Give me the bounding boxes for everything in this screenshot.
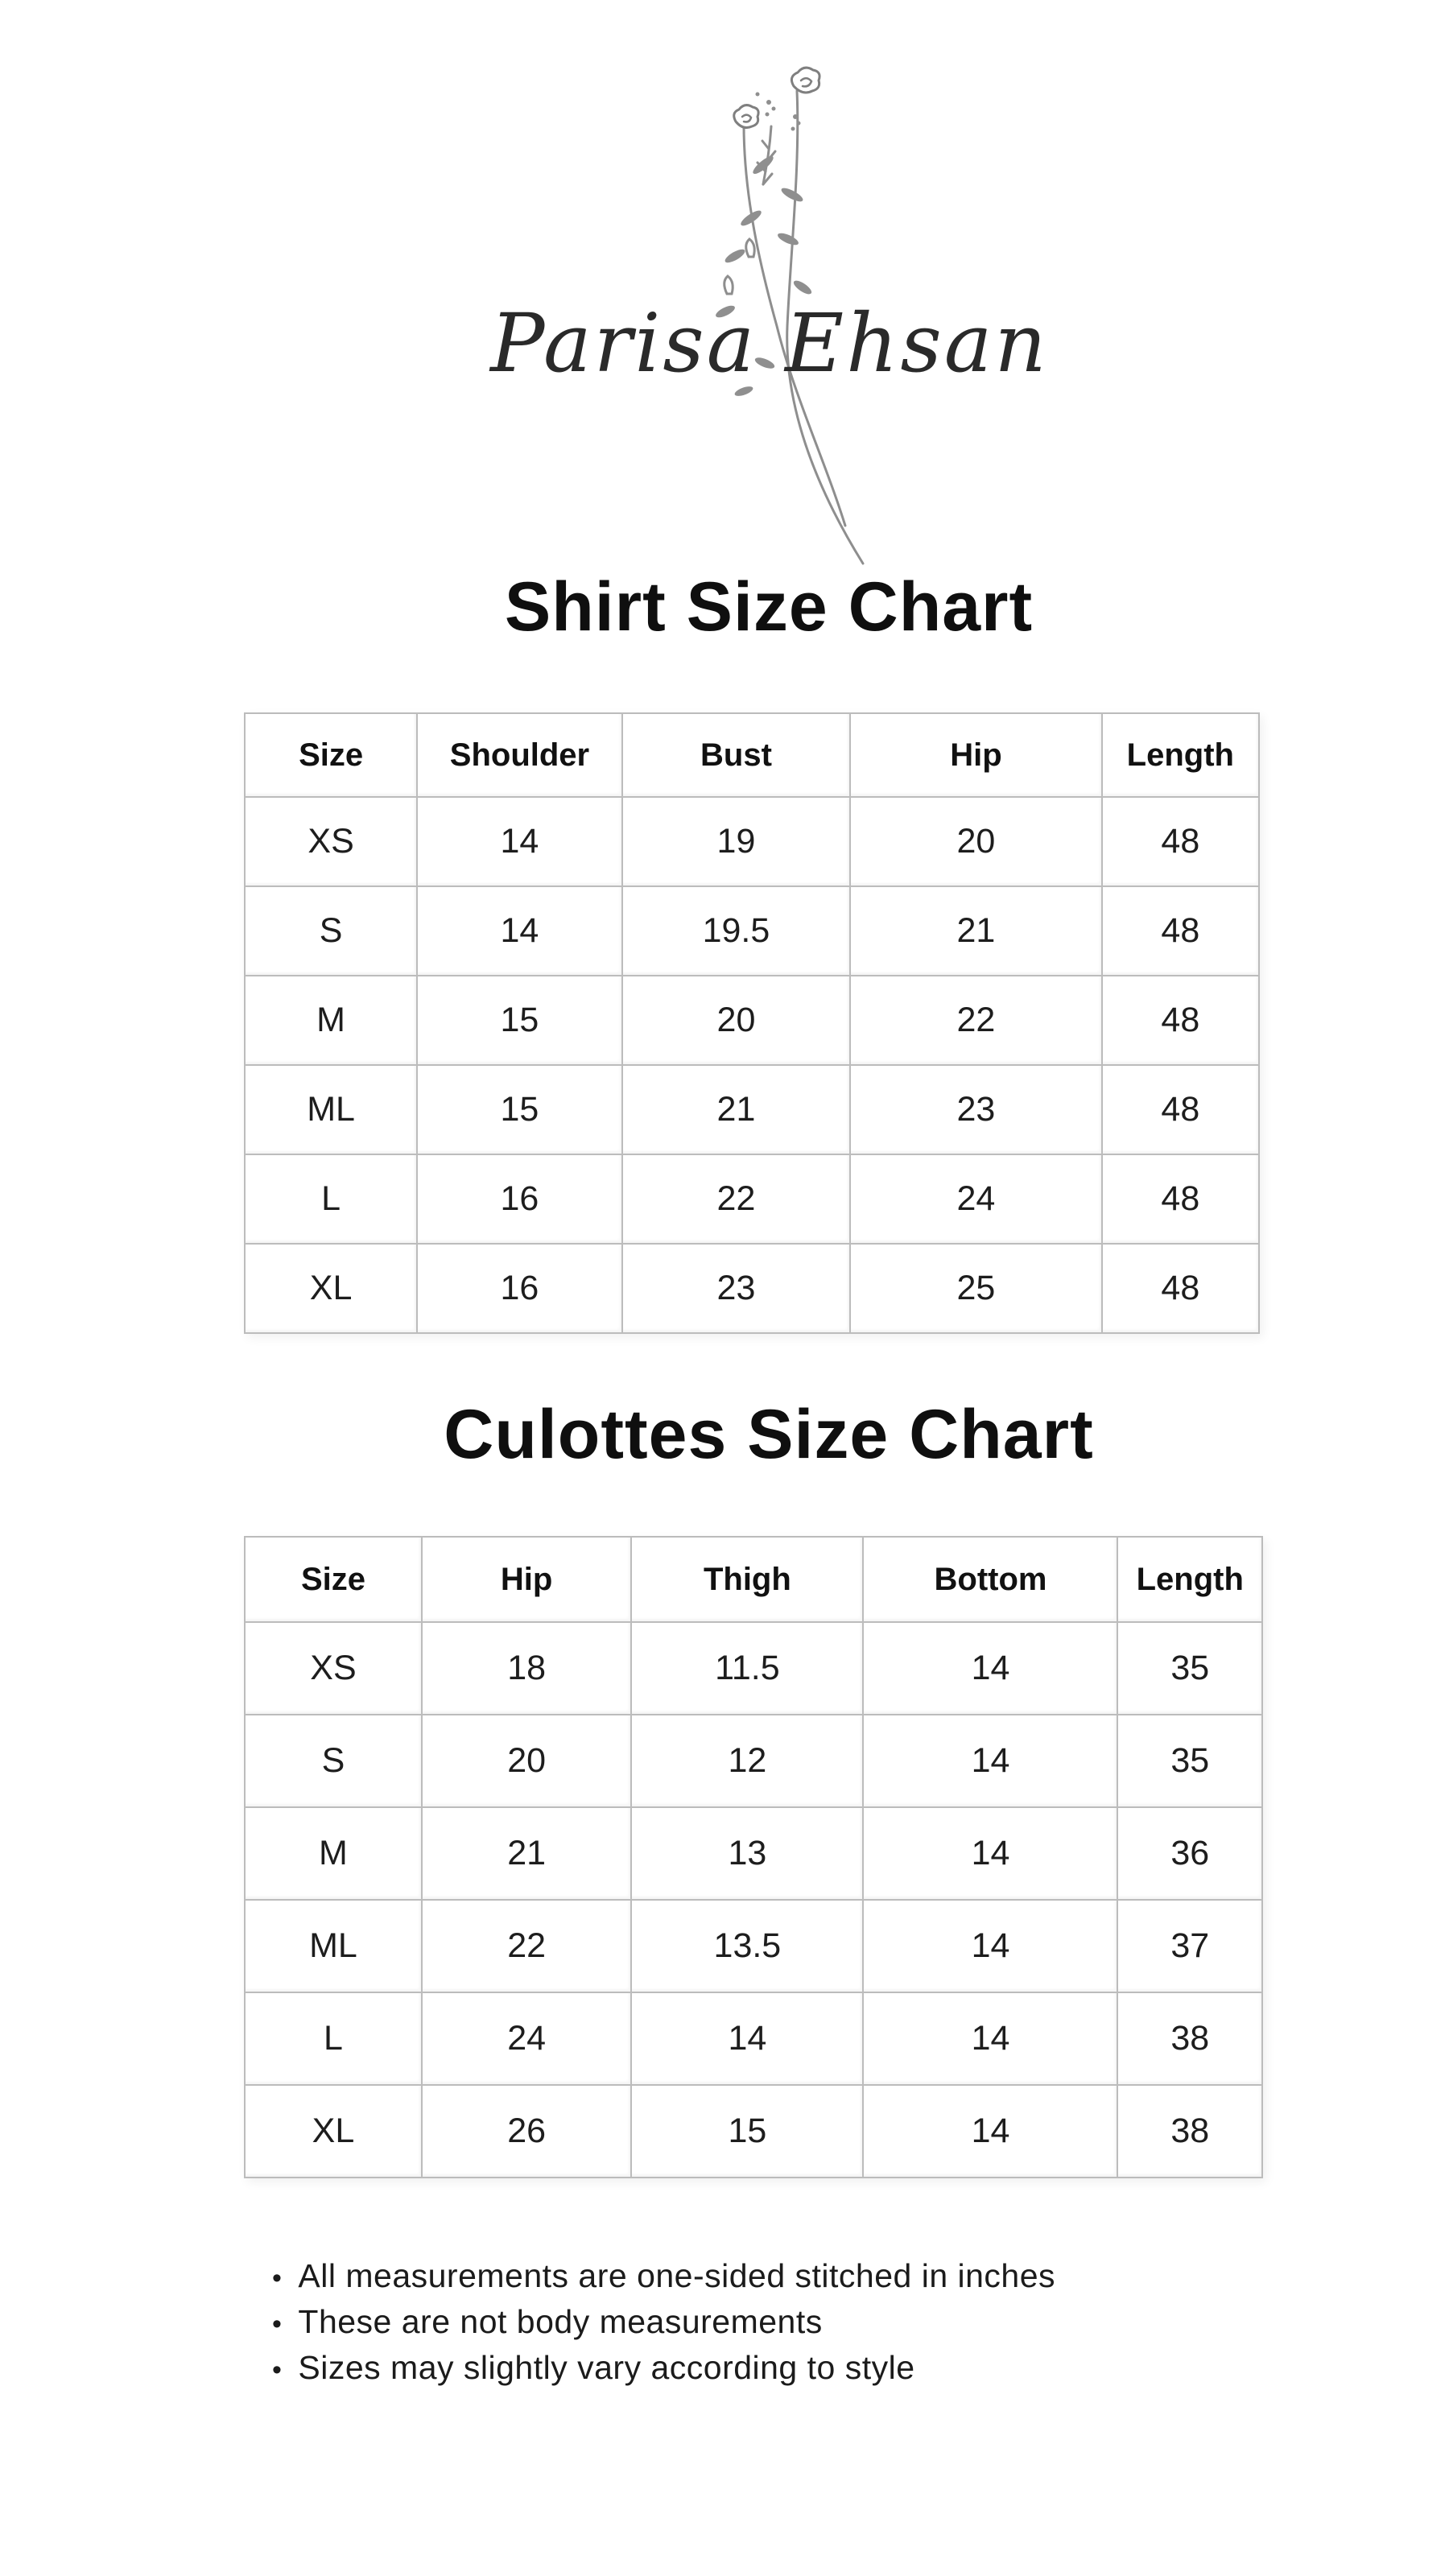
brand-logo-text: Parisa Ehsan <box>490 296 1049 390</box>
table-cell: 25 <box>850 1244 1101 1333</box>
table-cell: 48 <box>1102 1065 1259 1154</box>
table-cell: L <box>245 1154 417 1244</box>
table-row <box>245 886 1259 976</box>
measurement-notes <box>272 2254 1055 2392</box>
column-header: Size <box>245 713 417 797</box>
table-cell: L <box>245 1992 422 2085</box>
table-header-row <box>245 713 1259 797</box>
table-cell: 16 <box>417 1244 622 1333</box>
table-cell: 13.5 <box>631 1900 863 1992</box>
note-item <box>272 2346 1055 2392</box>
column-header: Length <box>1117 1537 1262 1622</box>
table-cell: 20 <box>422 1715 631 1807</box>
column-header: Thigh <box>631 1537 863 1622</box>
table-cell: 48 <box>1102 976 1259 1065</box>
table-cell: 21 <box>422 1807 631 1900</box>
column-header: Bust <box>622 713 851 797</box>
table-row <box>245 1244 1259 1333</box>
bullet-icon: • <box>272 2263 283 2293</box>
table-cell: 19 <box>622 797 851 886</box>
table-cell: 13 <box>631 1807 863 1900</box>
note-text: These are not body measurements <box>298 2303 823 2340</box>
table-cell: ML <box>245 1065 417 1154</box>
table-cell: 14 <box>863 1622 1117 1715</box>
table-cell: 14 <box>863 1715 1117 1807</box>
table-cell: 37 <box>1117 1900 1262 1992</box>
table-cell: 38 <box>1117 2085 1262 2178</box>
table-cell: 22 <box>850 976 1101 1065</box>
table-cell: 35 <box>1117 1622 1262 1715</box>
table-cell: 24 <box>850 1154 1101 1244</box>
table-cell: 20 <box>850 797 1101 886</box>
bullet-icon: • <box>272 2355 283 2385</box>
table-cell: 20 <box>622 976 851 1065</box>
table-cell: M <box>245 1807 422 1900</box>
table-cell: 21 <box>622 1065 851 1154</box>
table-row <box>245 1900 1262 1992</box>
table-cell: XL <box>245 2085 422 2178</box>
table-cell: 14 <box>417 797 622 886</box>
table-cell: S <box>245 886 417 976</box>
table-cell: 12 <box>631 1715 863 1807</box>
table-cell: 19.5 <box>622 886 851 976</box>
culottes-size-table <box>244 1536 1263 2178</box>
table-cell: 15 <box>417 976 622 1065</box>
table-cell: 14 <box>417 886 622 976</box>
table-cell: XL <box>245 1244 417 1333</box>
table-row <box>245 1807 1262 1900</box>
table-cell: 15 <box>417 1065 622 1154</box>
table-cell: 22 <box>622 1154 851 1244</box>
table-cell: 48 <box>1102 1244 1259 1333</box>
column-header: Hip <box>422 1537 631 1622</box>
table-cell: 23 <box>850 1065 1101 1154</box>
note-item <box>272 2300 1055 2346</box>
table-cell: XS <box>245 1622 422 1715</box>
note-item <box>272 2254 1055 2300</box>
table-cell: XS <box>245 797 417 886</box>
table-cell: 23 <box>622 1244 851 1333</box>
table-cell: 24 <box>422 1992 631 2085</box>
note-text: Sizes may slightly vary according to style <box>298 2349 915 2386</box>
table-cell: 14 <box>863 2085 1117 2178</box>
table-cell: 15 <box>631 2085 863 2178</box>
column-header: Hip <box>850 713 1101 797</box>
table-row <box>245 1992 1262 2085</box>
table-row <box>245 2085 1262 2178</box>
shirt-chart-title: Shirt Size Chart <box>504 568 1034 646</box>
table-row <box>245 1065 1259 1154</box>
table-cell: 14 <box>863 1807 1117 1900</box>
note-text: All measurements are one-sided stitched in inches <box>298 2257 1056 2294</box>
table-cell: 14 <box>863 1900 1117 1992</box>
table-cell: 11.5 <box>631 1622 863 1715</box>
table-cell: 16 <box>417 1154 622 1244</box>
table-cell: 48 <box>1102 1154 1259 1244</box>
column-header: Size <box>245 1537 422 1622</box>
table-cell: 22 <box>422 1900 631 1992</box>
column-header: Shoulder <box>417 713 622 797</box>
table-cell: M <box>245 976 417 1065</box>
table-cell: 38 <box>1117 1992 1262 2085</box>
column-header: Bottom <box>863 1537 1117 1622</box>
table-cell: 26 <box>422 2085 631 2178</box>
table-cell: 48 <box>1102 886 1259 976</box>
table-cell: 35 <box>1117 1715 1262 1807</box>
table-row <box>245 976 1259 1065</box>
table-cell: 48 <box>1102 797 1259 886</box>
table-cell: ML <box>245 1900 422 1992</box>
table-cell: 14 <box>863 1992 1117 2085</box>
shirt-size-table <box>244 712 1260 1334</box>
bullet-icon: • <box>272 2309 283 2339</box>
table-cell: 36 <box>1117 1807 1262 1900</box>
table-row <box>245 1154 1259 1244</box>
table-row <box>245 797 1259 886</box>
table-cell: 21 <box>850 886 1101 976</box>
table-cell: S <box>245 1715 422 1807</box>
column-header: Length <box>1102 713 1259 797</box>
table-cell: 14 <box>631 1992 863 2085</box>
table-row <box>245 1622 1262 1715</box>
table-header-row <box>245 1537 1262 1622</box>
table-row <box>245 1715 1262 1807</box>
culottes-chart-title: Culottes Size Chart <box>444 1396 1094 1473</box>
table-cell: 18 <box>422 1622 631 1715</box>
